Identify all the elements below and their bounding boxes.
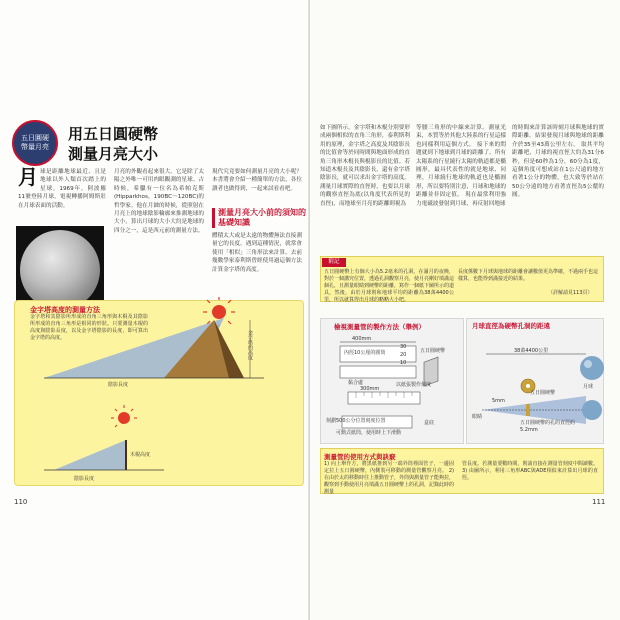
right-page — [310, 0, 620, 620]
title-line2: 測量月亮大小 — [68, 145, 159, 163]
right-column-3: 的時間來計算該時刻月球與地球的實際距離。結果發現月球與地球的距離介於35至43萬公里左右。 取其平均距離吧，月球的視直徑大約為31分6秒，但是60秒為1分，60分為1度，這個角度可想成站在1公尺遠的地方看著1公分的物體，也大致等於站在50公分遠的地方看著直徑為5公釐的圓。 — [512, 125, 604, 199]
title-line1: 用五日圓硬幣 — [68, 125, 159, 143]
ruler-strip — [348, 392, 420, 404]
moon-icon — [580, 356, 604, 380]
column-3-text: 現代究竟要如何測量月亮的大小呢？本書將會介紹一種簡單的方法，各位讀者也做得到，一起來試看看吧。 — [212, 169, 302, 192]
right-column-1: 如下圖所示，金字塔和木棍分別要形成兩個相似的直角三角形，泰利斯利用的原理，金字塔之高度及其陰影長的比值會等於同時間與地面形成的直角三角形木棍長與棍影長的比值。若知道木棍長及其陰影長，還有金字塔陰影長，就可以求出金字塔的高度。 測量月球實際的直徑時，也要以月球的觀察直徑為底(以角度代表所見的直徑)，而地球至月亮的距離則視為 — [320, 125, 410, 207]
pyramid-diagram-text: 金字塔和其陰影所形成的直角三角形與木棍及其陰影所形成的直角三角形是相同的形狀。只要測量木棍的高度與陰影長度，以及金字塔陰影的長度，即可算出金字塔的高度。 — [30, 314, 148, 341]
note-text-1: 五日圓硬幣上有個大小為5.2毫米的孔洞。在滿月的夜晚，對於一個講究位置，透過孔洞觀察月亮，使月亮剛好填滿這個孔，且測量眼睛到硬幣的距離，寫作一個紙下圖所示的道具，然後，由於月球則和地球平均的距離為38萬4400公里，所以就算得出月球的略略大小吧。 — [324, 269, 455, 303]
moon-box-title: 月球直徑為硬幣孔洞的距遠 — [472, 322, 550, 330]
badge-line1: 五日圓硬 — [21, 134, 49, 142]
column-3-text-2: 體積太大或是太遠的物體無法直接測量它的長度。遇到這種情況，就常會使用「相似」三角形法來計算。去前幾數學家泰利斯曾經使用過這個方法計算金字塔的高度。 — [212, 233, 302, 273]
usage-title: 測量管的使用方式與訣竅 — [324, 453, 396, 461]
label-300mm: 300mm — [360, 386, 380, 392]
moon-photo — [20, 230, 100, 310]
label-shadow-length-2: 陰影長度 — [74, 476, 95, 482]
sun-icon-bottom — [111, 405, 137, 427]
label-distance: 38萬4400公里 — [514, 348, 549, 354]
label-paper: 刻劃500公分位置刻度位置 — [326, 418, 386, 424]
label-hole: 五日圓硬幣的孔的直徑約5.2mm — [520, 420, 576, 433]
label-5mm: 5mm — [492, 398, 505, 404]
dropcap: 月 — [18, 165, 38, 189]
label-ruler: 以紙張製作刻度 — [396, 382, 432, 388]
note-text-2: 長度係數下月球與地球的距離會讓數值更為準確，不過兩手也這樣算，也能得到滿接近的結果。 — [458, 269, 599, 282]
right-column-2: 等腰三角形的中線來計算。測量光束，本質等於其他大陸系的行星這樣也同樣利用這個方式。 接下來的問題就到下地球到月球的距離了。所有太陽系的行星繞行太陽的軌道都是橢圓形，最具代表性的就是地球、同理，月球繞行地球的軌道也是橢圓形，所以要特別注意，月球和地球的距離並非固定值。 現在最常利用強力電磁波發射到月球，再反射回地球 — [416, 125, 506, 207]
tube-box-title: 檢視測量管的製作方法（舉例） — [334, 323, 425, 331]
column-2-text: 月亮的外觀看起來很大。它是除了太陽之外唯一可用肉眼觀測的星球。古時候，希臘有一位名為希帕克斯(Hipparkhos，190BC～120BC)的哲學家。他在月蝕的時候，從照射在月亮上的地球陰影輪廓來推測地球的大小，算出月球的大小大約是地球的四分之一，這是西元前的測量方法。 — [114, 169, 204, 234]
pyramid-diagram — [14, 300, 302, 484]
note-reference: （詳解請見113頁） — [548, 290, 593, 296]
usage-text-2: 管長度。若測量要數時間，則請直接在測量管刻度中間讀數。 3) 由圖所示，利用三角形ABC與ADE相似來計算出月球的直徑。 — [462, 461, 598, 481]
topic-badge — [12, 120, 58, 166]
label-slide: 可動式紙筒，使用時上下滑動 — [336, 430, 402, 436]
label-pyramid-height: 金字塔的高度 — [247, 330, 253, 360]
inner-tube — [340, 366, 416, 378]
label-stick-height: 木棍高度 — [130, 452, 151, 458]
pyramid-diagram-title: 金字塔高度的測量方法 — [30, 306, 100, 314]
note-tag: 附記 — [322, 258, 346, 267]
article-title — [68, 124, 158, 164]
usage-text-1: 1) 向上舉作方，將黑紙推到另一端外筒裡面管子，一邊固定拉上五日圓硬幣，內側裝可移動的測量管觀察月亮。 2) 在由於太的移動時往上推動管子，外筒與測量管子能夠拉，觀察到手動使用月亮填滿五日圓硬幣上的孔洞，記錄此時的測量 — [324, 461, 455, 495]
label-10: 10 — [400, 360, 407, 366]
stick-light-ray — [54, 440, 126, 470]
badge-line2: 幣量月亮 — [21, 143, 49, 151]
label-eye: 眼睛 — [472, 414, 483, 420]
label-30: 30 — [400, 344, 407, 350]
label-20: 20 — [400, 352, 407, 358]
intro-paragraph — [18, 165, 106, 226]
label-moon: 月球 — [583, 384, 594, 390]
subheading: 測量月亮大小前的須知的基礎知識 — [212, 208, 308, 228]
label-inner-tube: 內徑10公厘的圓筒 — [344, 350, 386, 356]
label-box: 盒底 — [424, 420, 435, 426]
label-400mm: 400mm — [352, 336, 372, 342]
intro-text: 球是距離地球最近、且是地球以外人類首次踏上的星球。1969年，阿波羅11號登陸月球，電視轉播阿姆斯壯在月球表面的活動。 — [18, 169, 106, 209]
label-tape: 黏合處 — [348, 380, 364, 386]
page-number-left: 110 — [14, 498, 28, 506]
label-shadow-length: 陰影長度 — [108, 382, 129, 388]
label-coin: 五日圓硬幣 — [420, 348, 446, 354]
label-coin-2: 五日圓硬幣 — [530, 390, 556, 396]
page-number-right: 111 — [592, 498, 606, 506]
